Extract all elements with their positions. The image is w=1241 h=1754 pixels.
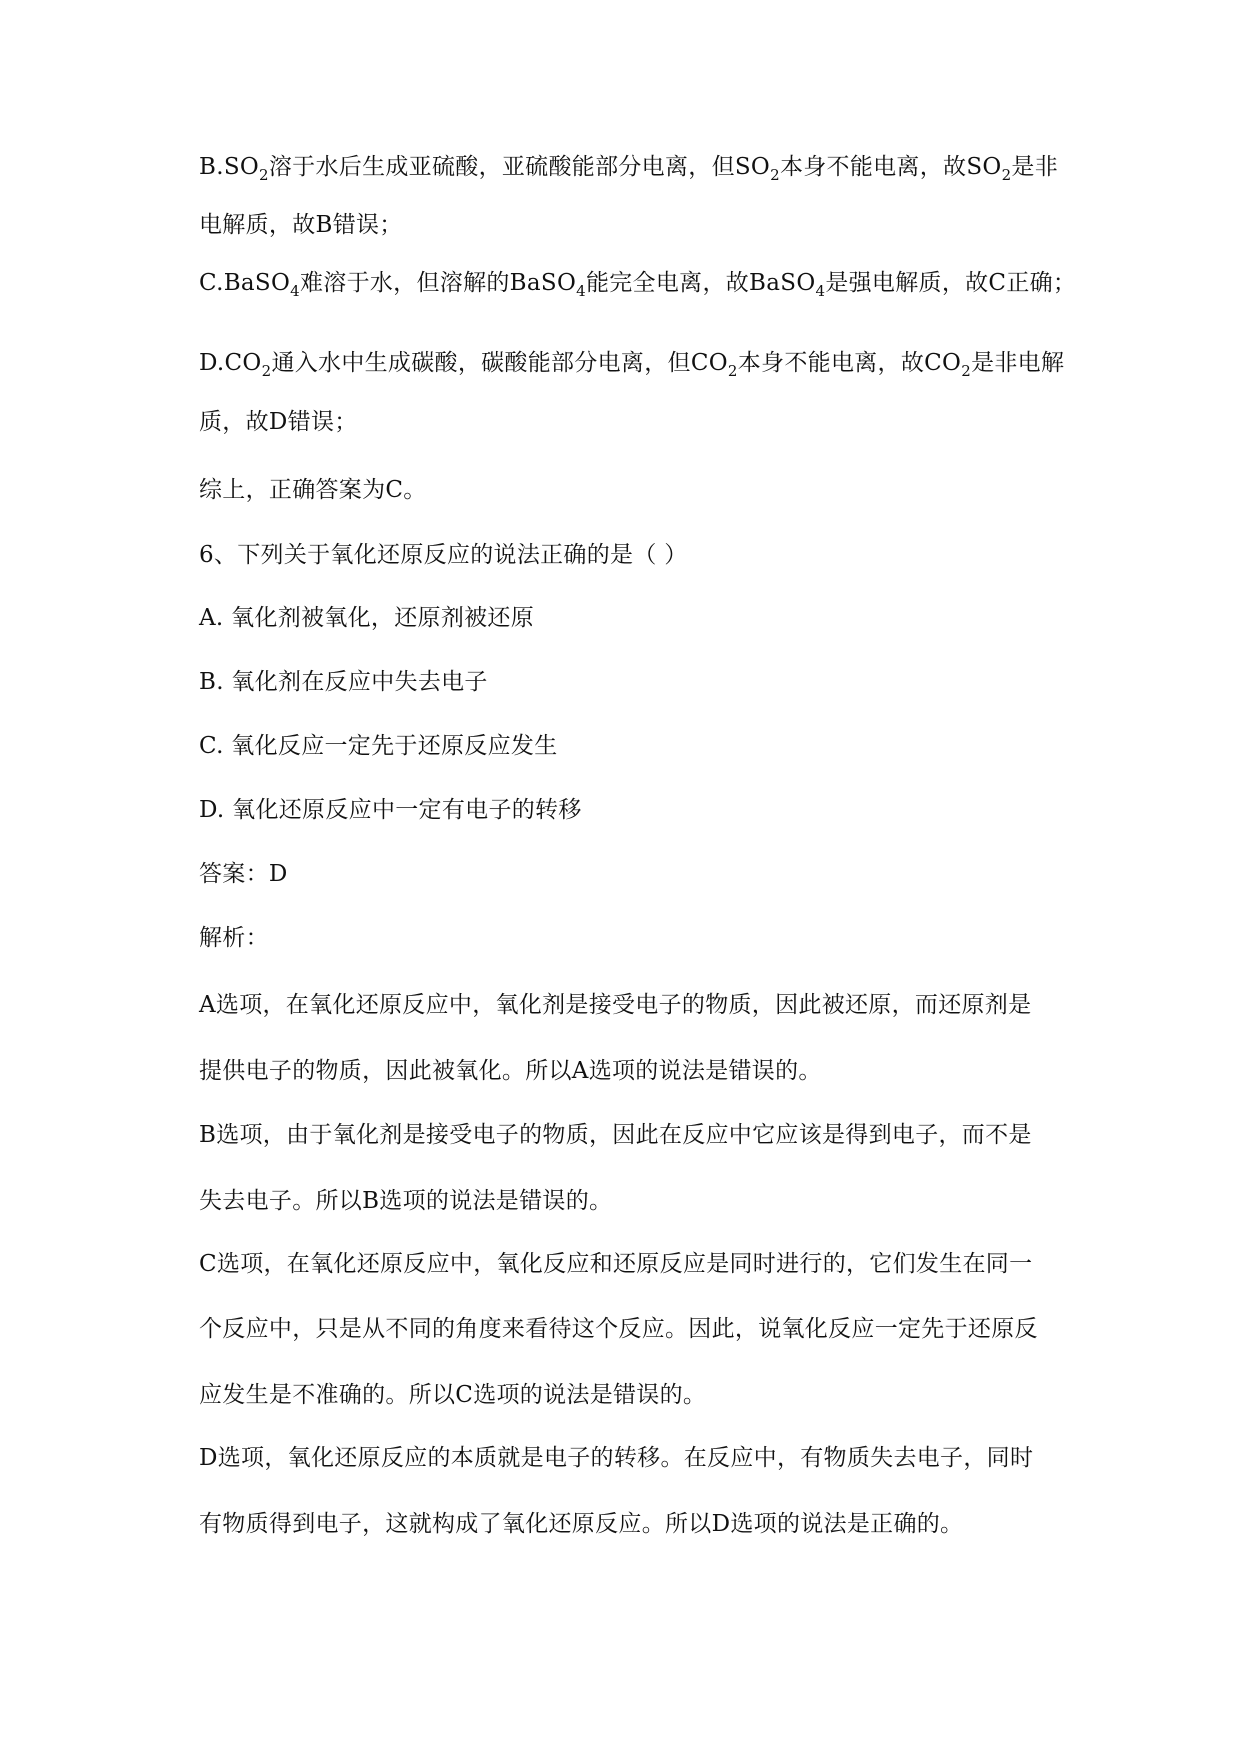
- explanation-d-line-1: [199, 348, 1089, 378]
- explanation-summary: 综上，正确答案为C。: [199, 477, 427, 503]
- analysis-line: A选项，在氧化还原反应中，氧化剂是接受电子的物质，因此被还原，而还原剂是: [199, 992, 1032, 1018]
- subscript: 2: [1001, 166, 1012, 184]
- subscript: 4: [815, 282, 826, 300]
- text-run: 能完全电离，故BaSO: [585, 270, 816, 296]
- analysis-line: 个反应中，只是从不同的角度来看待这个反应。因此，说氧化反应一定先于还原反: [199, 1316, 1038, 1342]
- subscript: 2: [259, 166, 269, 184]
- analysis-line: 应发生是不准确的。所以C选项的说法是错误的。: [199, 1382, 707, 1408]
- subscript: 4: [576, 282, 586, 300]
- explanation-c-line: [199, 268, 1089, 298]
- text-run: 通入水中生成碳酸，碳酸能部分电离，但CO: [271, 350, 728, 376]
- explanation-d-line-2: 质，故D错误；: [199, 409, 358, 435]
- option-c: C. 氧化反应一定先于还原反应发生: [199, 733, 558, 759]
- analysis-line: B选项，由于氧化剂是接受电子的物质，因此在反应中它应该是得到电子，而不是: [199, 1122, 1032, 1148]
- option-b: B. 氧化剂在反应中失去电子: [199, 669, 488, 695]
- subscript: 2: [261, 362, 272, 380]
- analysis-line: 有物质得到电子，这就构成了氧化还原反应。所以D选项的说法是正确的。: [199, 1511, 964, 1537]
- text-run: C.BaSO: [199, 270, 291, 296]
- analysis-label: 解析：: [199, 925, 269, 951]
- subscript: 4: [290, 282, 300, 300]
- text-run: 溶于水后生成亚硫酸，亚硫酸能部分电离，但SO: [268, 154, 771, 180]
- text-run: B.SO: [199, 154, 260, 180]
- text-run: 是非: [1011, 154, 1059, 180]
- text-run: 难溶于水，但溶解的BaSO: [299, 270, 577, 296]
- analysis-line: 提供电子的物质，因此被氧化。所以A选项的说法是错误的。: [199, 1058, 822, 1084]
- question-stem: 6、下列关于氧化还原反应的说法正确的是（ ）: [199, 542, 688, 568]
- explanation-b-line-2: 电解质，故B错误；: [199, 212, 403, 238]
- text-run: 是非电解: [971, 350, 1065, 376]
- text-run: 本身不能电离，故SO: [779, 154, 1002, 180]
- explanation-b-line-1: [199, 152, 1089, 182]
- subscript: 2: [727, 362, 738, 380]
- analysis-line: D选项，氧化还原反应的本质就是电子的转移。在反应中，有物质失去电子，同时: [199, 1445, 1034, 1471]
- subscript: 2: [961, 362, 972, 380]
- text-run: 本身不能电离，故CO: [737, 350, 962, 376]
- option-d: D. 氧化还原反应中一定有电子的转移: [199, 797, 582, 823]
- text-run: D.CO: [199, 350, 262, 376]
- analysis-line: 失去电子。所以B选项的说法是错误的。: [199, 1188, 613, 1214]
- text-run: 是强电解质，故C正确；: [825, 270, 1077, 296]
- option-a: A. 氧化剂被氧化，还原剂被还原: [199, 605, 535, 631]
- answer-line: 答案：D: [199, 861, 288, 887]
- analysis-line: C选项，在氧化还原反应中，氧化反应和还原反应是同时进行的，它们发生在同一: [199, 1251, 1033, 1277]
- subscript: 2: [770, 166, 780, 184]
